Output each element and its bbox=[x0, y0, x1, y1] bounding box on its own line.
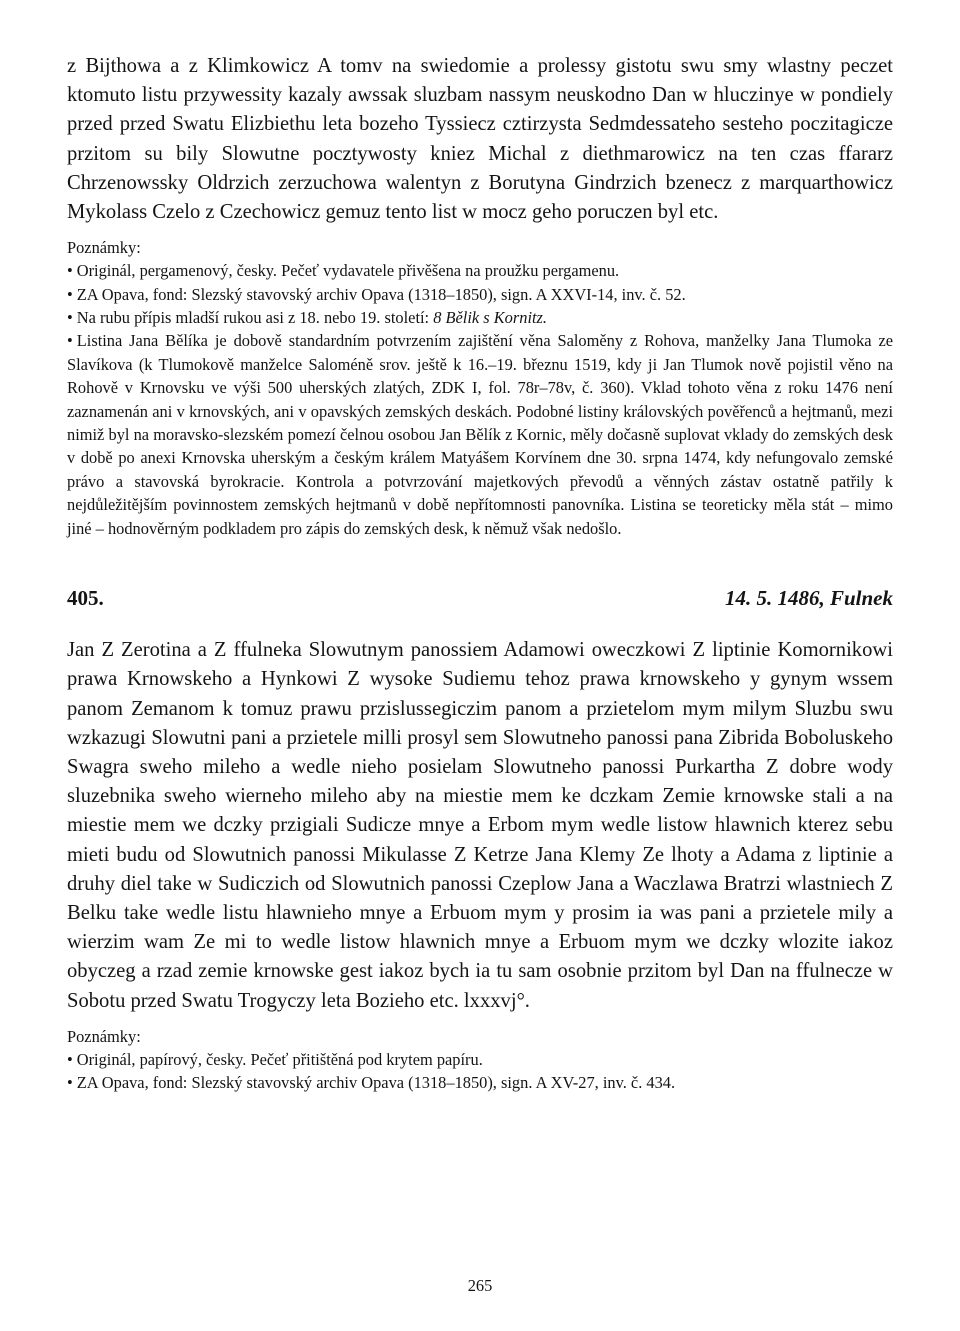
note-item: • Originál, papírový, česky. Pečeť přitištěná pod krytem papíru. bbox=[67, 1049, 483, 1069]
notes-title: Poznámky: bbox=[67, 1026, 141, 1046]
note-item: • Listina Jana Bělíka je dobově standardním potvrzením zajištění věna Saloměny z Rohova, manželky Jana Tlumoka ze Slavíkova (k Tlumokově manželce Saloméně srov. ještě k 16.–19. březnu 1519, kdy ji Jan Tlumok nově pojistil věno na Rohově v Krnovsku ve výši 500 uherských zlatých, ZDK I, fol. 78r–78v, č. 360). Vklad tohoto věna z roku 1476 není zaznamenán ani v krnovských, ani v opavských zemských deskách. Podobné listiny královských pověřenců a hejtmanů, mezi nimiž byl na moravsko-slezském pomezí čelnou osobou Jan Bělík z Kornic, měly dočasně suplovat vklady do zemských desk v době po anexi Krnovska uherským a českým králem Matyášem Korvínem dne 30. srpna 1474, kdy nefungovalo zemské právo a stavovská byrokracie. Kontrola a potvrzování majetkových převodů a věnných zástav ostatně patřily k nejdůležitějším povinnostem zemských hejtmanů v době nepřítomnosti panovníka. Listina se teoreticky měla stát – mimo jiné – hodnověrným podkladem pro zápis do zemských desk, k němuž však nedošlo. bbox=[67, 331, 893, 538]
page-content bbox=[67, 52, 893, 1095]
continued-document-text: z Bijthowa a z Klimkowicz A tomv na swiedomie a prolessy gistotu swu smy wlastny peczet ktomuto listu przywessity kazaly awssak sluzbam nassym neuskodno Dan w hluczinye w pondiely przed przed Swatu Elizbiethu leta bozeho Tyssiecz cztirzysta Sedmdessateho sesteho poczitagicze przitom su bily Slowutne pocztywosty kniez Michal z diethmarowicz na ten czas ffararz Chrzenowssky Oldrzich zerzuchowa walentyn z Borutyna Gindrzich bzenecz z marquarthowicz Mykolass Czelo z Czechowicz gemuz tento list w mocz geho poruczen byl etc. bbox=[67, 55, 893, 224]
notes-section-2 bbox=[67, 1026, 893, 1095]
note-item: • ZA Opava, fond: Slezský stavovský archiv Opava (1318–1850), sign. A XV-27, inv. č. 434. bbox=[67, 1073, 676, 1093]
page-number: 265 bbox=[467, 1276, 493, 1295]
verso-inscription: 8 Bělik s Kornitz. bbox=[433, 308, 548, 328]
document-text: Jan Z Zerotina a Z ffulneka Slowutnym panossiem Adamowi oweczkowi Z liptinie Komornikowi prawa Krnowskeho a Hynkowi Z wysoke Sudiemu tehoz prawa krnowskeho y gynym wssem panom Zemanom k tomuz prawu przislussegiczim panom a przietelom mym milym Sluzbu swu wzkazugi Slowutni pani a przietele milli prosyl sem Slowutneho panossi pana Zibrida Boboluskeho Swagra sweho mileho a wedle nieho posielam Slowutneho panossi Purkartha Z dobre wody sluzebnika sweho wierneho mileho aby na miestie mem ke dczkam Zemie krnowske stali a na miestie mem we dczky przigiali Sudicze mnye a Erbom mym wedle listow hlawnich kterez sebu mieti budu od Slowutnich panossi Mikulasse Z Ketrze Jana Klemy Ze lhoty a Adama z liptinie a druhy diel take w Sudiczich od Slowutnich panossi Czeplow Jana a Waczlawa Bratrzi wlastniech Z Belku take wedle listu hlawnieho mnye a Erbuom mym y prosim ia was pani a przietele mily a wierzim wam Ze mi to wedle listow hlawnich mnye a Erbuom mym we dczky wlozite iakoz obyczeg a rzad zemie krnowske gest iakoz bych ia tu sam osobnie przitom byl Dan na ffulnecze w Sobotu przed Swatu Trogyczy leta Bozieho etc. lxxxvj°. bbox=[67, 639, 893, 1012]
notes-section-1 bbox=[67, 237, 893, 540]
document-date-place: 14. 5. 1486, Fulnek bbox=[724, 586, 893, 611]
document-number: 405. bbox=[67, 586, 104, 611]
note-item: • ZA Opava, fond: Slezský stavovský archiv Opava (1318–1850), sign. A XXVI-14, inv. č. 52. bbox=[67, 284, 686, 304]
note-item-verso: • Na rubu přípis mladší rukou asi z 18. nebo 19. století: 8 Bělik s Kornitz. bbox=[67, 308, 548, 328]
note-item: • Originál, pergamenový, česky. Pečeť vydavatele přivěšena na proužku pergamenu. bbox=[67, 261, 620, 281]
document-header bbox=[67, 584, 893, 612]
notes-title: Poznámky: bbox=[67, 238, 141, 258]
